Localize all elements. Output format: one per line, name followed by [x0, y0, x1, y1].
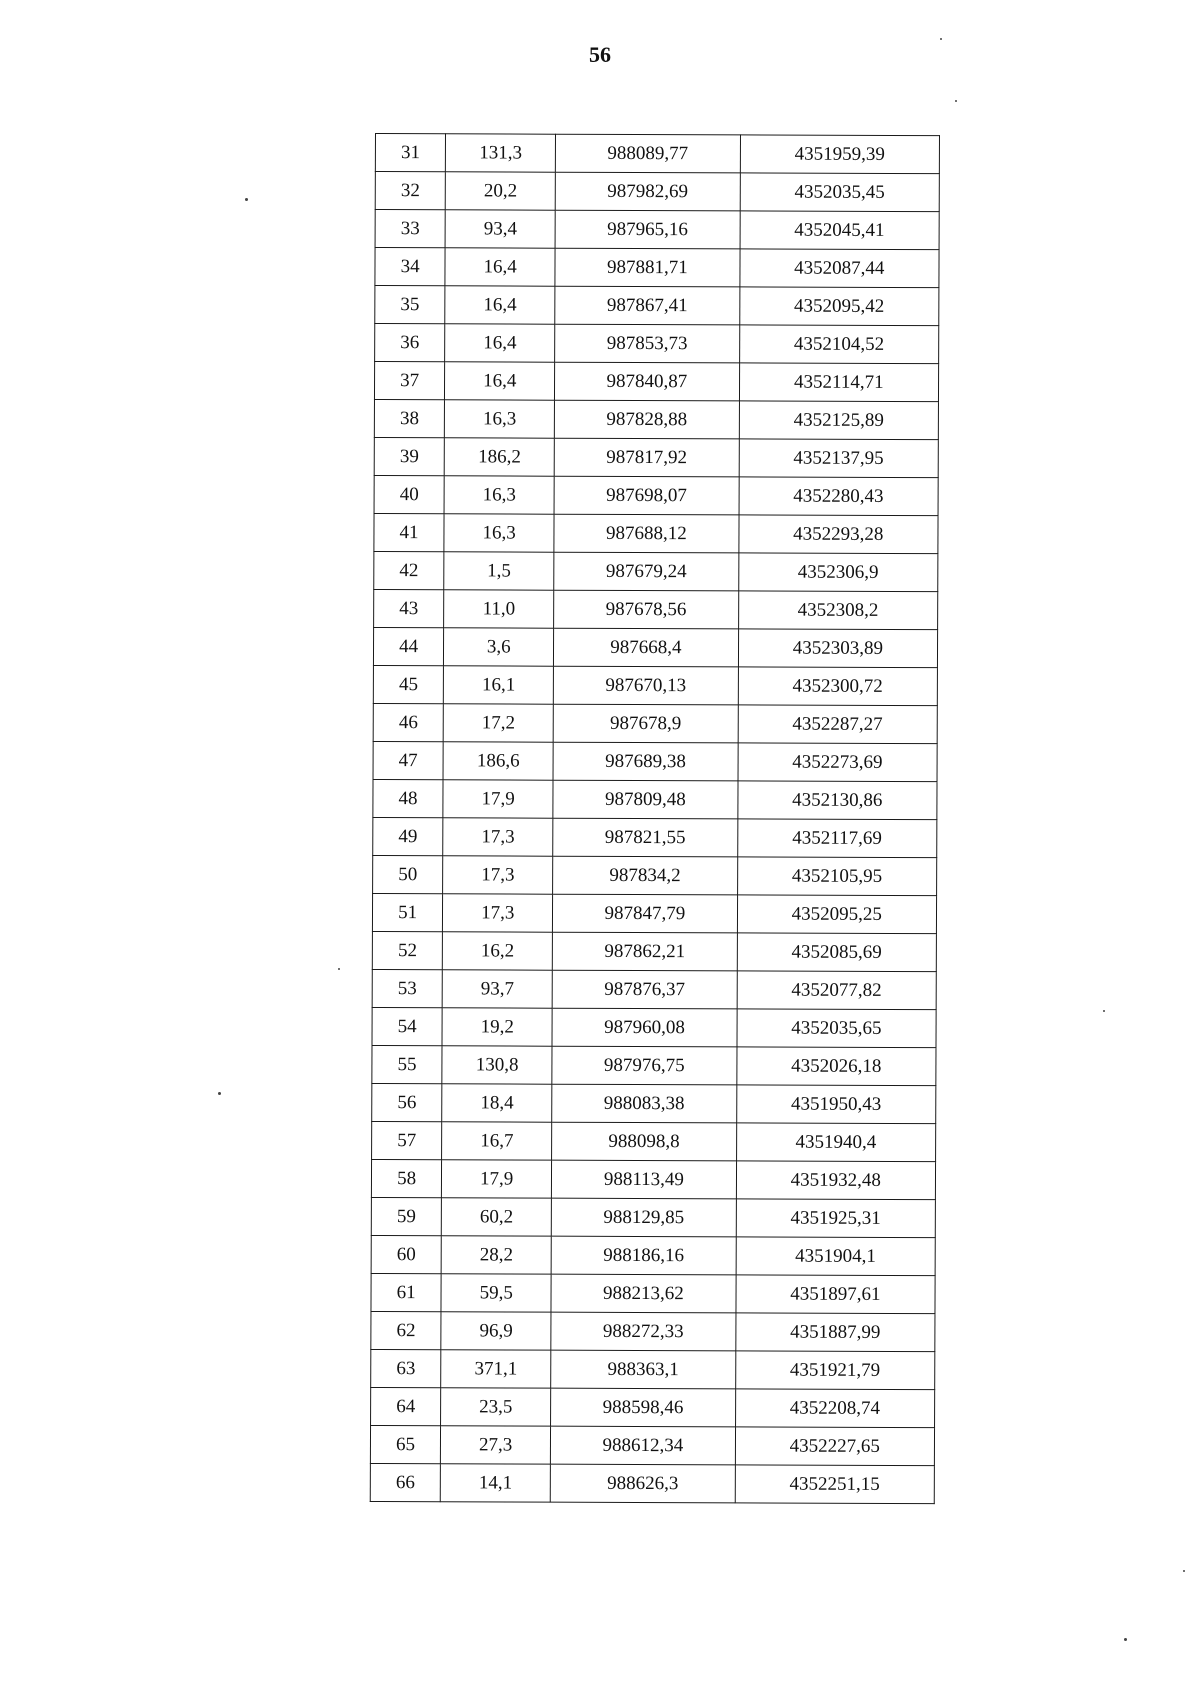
x-coordinate-cell: 987698,07 [554, 476, 739, 515]
table-row [374, 475, 938, 515]
point-number-cell: 50 [373, 855, 443, 893]
length-cell: 16,4 [445, 248, 555, 286]
x-coordinate-cell: 987976,75 [552, 1046, 737, 1085]
point-number-cell: 40 [374, 475, 444, 513]
point-number-cell: 37 [374, 362, 444, 400]
y-coordinate-cell: 4351940,4 [736, 1123, 936, 1162]
x-coordinate-cell: 987678,56 [554, 590, 739, 629]
table-row [373, 741, 937, 781]
y-coordinate-cell: 4352095,42 [739, 287, 939, 326]
point-number-cell: 41 [374, 513, 444, 551]
x-coordinate-cell: 987876,37 [552, 970, 737, 1009]
y-coordinate-cell: 4352117,69 [737, 819, 937, 858]
table-row [375, 134, 939, 174]
y-coordinate-cell: 4352077,82 [737, 971, 937, 1010]
length-cell: 19,2 [442, 1008, 552, 1046]
y-coordinate-cell: 4352026,18 [736, 1047, 936, 1086]
point-number-cell: 63 [371, 1349, 441, 1387]
x-coordinate-cell: 988186,16 [551, 1236, 736, 1275]
point-number-cell: 32 [375, 172, 445, 210]
point-number-cell: 47 [373, 741, 443, 779]
point-number-cell: 65 [370, 1425, 440, 1463]
table-row [375, 324, 939, 364]
length-cell: 17,9 [442, 1160, 552, 1198]
y-coordinate-cell: 4352104,52 [739, 325, 939, 364]
length-cell: 93,7 [442, 970, 552, 1008]
point-number-cell: 45 [373, 665, 443, 703]
point-number-cell: 33 [375, 210, 445, 248]
length-cell: 93,4 [445, 210, 555, 248]
length-cell: 16,4 [445, 286, 555, 324]
point-number-cell: 42 [374, 551, 444, 589]
point-number-cell: 36 [375, 324, 445, 362]
x-coordinate-cell: 987668,4 [554, 628, 739, 667]
length-cell: 16,3 [444, 514, 554, 552]
length-cell: 96,9 [441, 1312, 551, 1350]
x-coordinate-cell: 988129,85 [551, 1198, 736, 1237]
x-coordinate-cell: 988272,33 [551, 1312, 736, 1351]
table-row [371, 1349, 935, 1389]
x-coordinate-cell: 987982,69 [555, 172, 740, 211]
x-coordinate-cell: 987960,08 [552, 1008, 737, 1047]
y-coordinate-cell: 4351921,79 [735, 1351, 935, 1390]
scan-speck [940, 38, 942, 40]
length-cell: 16,7 [442, 1122, 552, 1160]
y-coordinate-cell: 4352287,27 [738, 705, 938, 744]
point-number-cell: 35 [375, 286, 445, 324]
x-coordinate-cell: 988626,3 [550, 1464, 735, 1503]
x-coordinate-cell: 987821,55 [553, 818, 738, 857]
table-row [372, 893, 936, 933]
x-coordinate-cell: 987678,9 [553, 704, 738, 743]
table-row [375, 210, 939, 250]
length-cell: 130,8 [442, 1046, 552, 1084]
point-number-cell: 62 [371, 1311, 441, 1349]
y-coordinate-cell: 4352085,69 [737, 933, 937, 972]
table-row [371, 1387, 935, 1427]
scan-speck [955, 100, 957, 102]
point-number-cell: 57 [372, 1121, 442, 1159]
point-number-cell: 54 [372, 1007, 442, 1045]
point-number-cell: 43 [374, 589, 444, 627]
scan-speck [338, 968, 340, 970]
scan-speck [245, 198, 248, 201]
table-row [372, 931, 936, 971]
x-coordinate-cell: 987809,48 [553, 780, 738, 819]
scan-speck [1103, 1010, 1105, 1012]
table-row [375, 248, 939, 288]
length-cell: 60,2 [441, 1198, 551, 1236]
table-row [371, 1311, 935, 1351]
scan-speck [1183, 1570, 1185, 1572]
y-coordinate-cell: 4352105,95 [737, 857, 937, 896]
x-coordinate-cell: 987881,71 [555, 248, 740, 287]
point-number-cell: 59 [371, 1197, 441, 1235]
y-coordinate-cell: 4352087,44 [740, 249, 940, 288]
point-number-cell: 48 [373, 779, 443, 817]
y-coordinate-cell: 4352125,89 [739, 401, 939, 440]
length-cell: 20,2 [445, 172, 555, 210]
y-coordinate-cell: 4352035,65 [737, 1009, 937, 1048]
length-cell: 16,1 [444, 666, 554, 704]
y-coordinate-cell: 4351925,31 [736, 1199, 936, 1238]
x-coordinate-cell: 988598,46 [551, 1388, 736, 1427]
x-coordinate-cell: 987670,13 [554, 666, 739, 705]
x-coordinate-cell: 988213,62 [551, 1274, 736, 1313]
x-coordinate-cell: 987840,87 [555, 362, 740, 401]
y-coordinate-cell: 4351950,43 [736, 1085, 936, 1124]
table-body [370, 134, 939, 1504]
x-coordinate-cell: 987965,16 [555, 210, 740, 249]
table-row [374, 589, 938, 629]
y-coordinate-cell: 4352293,28 [739, 515, 939, 554]
length-cell: 16,2 [443, 932, 553, 970]
length-cell: 371,1 [441, 1350, 551, 1388]
point-number-cell: 66 [370, 1463, 440, 1501]
point-number-cell: 39 [374, 437, 444, 475]
length-cell: 11,0 [444, 590, 554, 628]
point-number-cell: 38 [374, 399, 444, 437]
table-row [374, 437, 938, 477]
table-row [373, 779, 937, 819]
x-coordinate-cell: 987679,24 [554, 552, 739, 591]
x-coordinate-cell: 987867,41 [555, 286, 740, 325]
table-row [373, 855, 937, 895]
coordinates-table [370, 133, 940, 1504]
table-row [374, 399, 938, 439]
y-coordinate-cell: 4352137,95 [739, 439, 939, 478]
point-number-cell: 31 [375, 134, 445, 172]
table-row [372, 1045, 936, 1085]
y-coordinate-cell: 4352300,72 [738, 667, 938, 706]
y-coordinate-cell: 4351932,48 [736, 1161, 936, 1200]
y-coordinate-cell: 4352114,71 [739, 363, 939, 402]
table-row [371, 1197, 935, 1237]
length-cell: 3,6 [444, 628, 554, 666]
y-coordinate-cell: 4352208,74 [735, 1389, 935, 1428]
y-coordinate-cell: 4352303,89 [738, 629, 938, 668]
y-coordinate-cell: 4351904,1 [736, 1237, 936, 1276]
point-number-cell: 55 [372, 1045, 442, 1083]
table-row [371, 1235, 935, 1275]
length-cell: 17,3 [443, 856, 553, 894]
y-coordinate-cell: 4352095,25 [737, 895, 937, 934]
x-coordinate-cell: 987688,12 [554, 514, 739, 553]
length-cell: 27,3 [441, 1426, 551, 1464]
y-coordinate-cell: 4352251,15 [735, 1465, 935, 1504]
y-coordinate-cell: 4352273,69 [738, 743, 938, 782]
table-row [374, 513, 938, 553]
length-cell: 23,5 [441, 1388, 551, 1426]
point-number-cell: 60 [371, 1235, 441, 1273]
x-coordinate-cell: 988098,8 [552, 1122, 737, 1161]
x-coordinate-cell: 988363,1 [551, 1350, 736, 1389]
point-number-cell: 56 [372, 1083, 442, 1121]
y-coordinate-cell: 4352280,43 [739, 477, 939, 516]
x-coordinate-cell: 988612,34 [551, 1426, 736, 1465]
point-number-cell: 52 [372, 931, 442, 969]
x-coordinate-cell: 988089,77 [556, 134, 741, 173]
table-row [373, 665, 937, 705]
table-row [373, 627, 937, 667]
x-coordinate-cell: 988113,49 [552, 1160, 737, 1199]
table-row [372, 969, 936, 1009]
y-coordinate-cell: 4352035,45 [740, 173, 940, 212]
point-number-cell: 44 [373, 627, 443, 665]
page-number: 56 [589, 42, 611, 67]
y-coordinate-cell: 4351897,61 [736, 1275, 936, 1314]
y-coordinate-cell: 4352308,2 [738, 591, 938, 630]
length-cell: 16,3 [444, 476, 554, 514]
length-cell: 17,9 [443, 780, 553, 818]
point-number-cell: 58 [371, 1159, 441, 1197]
y-coordinate-cell: 4352045,41 [740, 211, 940, 250]
table-row [371, 1273, 935, 1313]
y-coordinate-cell: 4351887,99 [735, 1313, 935, 1352]
point-number-cell: 49 [373, 817, 443, 855]
table-row [371, 1159, 935, 1199]
length-cell: 16,4 [445, 362, 555, 400]
y-coordinate-cell: 4352306,9 [738, 553, 938, 592]
table-row [372, 1007, 936, 1047]
table-row [373, 817, 937, 857]
table-row [374, 551, 938, 591]
point-number-cell: 64 [371, 1387, 441, 1425]
scan-speck [218, 1092, 221, 1095]
x-coordinate-cell: 987862,21 [552, 932, 737, 971]
table-row [374, 362, 938, 402]
table-row [370, 1463, 934, 1503]
table-row [373, 703, 937, 743]
point-number-cell: 53 [372, 969, 442, 1007]
table-row [375, 172, 939, 212]
length-cell: 17,3 [443, 818, 553, 856]
length-cell: 17,2 [443, 704, 553, 742]
table-row [372, 1083, 936, 1123]
x-coordinate-cell: 987853,73 [555, 324, 740, 363]
x-coordinate-cell: 988083,38 [552, 1084, 737, 1123]
length-cell: 16,4 [445, 324, 555, 362]
length-cell: 16,3 [445, 400, 555, 438]
length-cell: 59,5 [441, 1274, 551, 1312]
length-cell: 18,4 [442, 1084, 552, 1122]
y-coordinate-cell: 4352227,65 [735, 1427, 935, 1466]
length-cell: 186,6 [443, 742, 553, 780]
x-coordinate-cell: 987847,79 [553, 894, 738, 933]
table-row [372, 1121, 936, 1161]
length-cell: 131,3 [446, 134, 556, 172]
point-number-cell: 46 [373, 703, 443, 741]
point-number-cell: 34 [375, 248, 445, 286]
point-number-cell: 51 [372, 893, 442, 931]
length-cell: 1,5 [444, 552, 554, 590]
table-row [370, 1425, 934, 1465]
length-cell: 186,2 [444, 438, 554, 476]
y-coordinate-cell: 4351959,39 [740, 135, 940, 174]
x-coordinate-cell: 987834,2 [553, 856, 738, 895]
length-cell: 14,1 [440, 1464, 550, 1502]
scan-speck [1124, 1638, 1127, 1641]
length-cell: 17,3 [443, 894, 553, 932]
table-row [375, 286, 939, 326]
x-coordinate-cell: 987817,92 [554, 438, 739, 477]
x-coordinate-cell: 987828,88 [555, 400, 740, 439]
length-cell: 28,2 [441, 1236, 551, 1274]
point-number-cell: 61 [371, 1273, 441, 1311]
y-coordinate-cell: 4352130,86 [737, 781, 937, 820]
x-coordinate-cell: 987689,38 [553, 742, 738, 781]
